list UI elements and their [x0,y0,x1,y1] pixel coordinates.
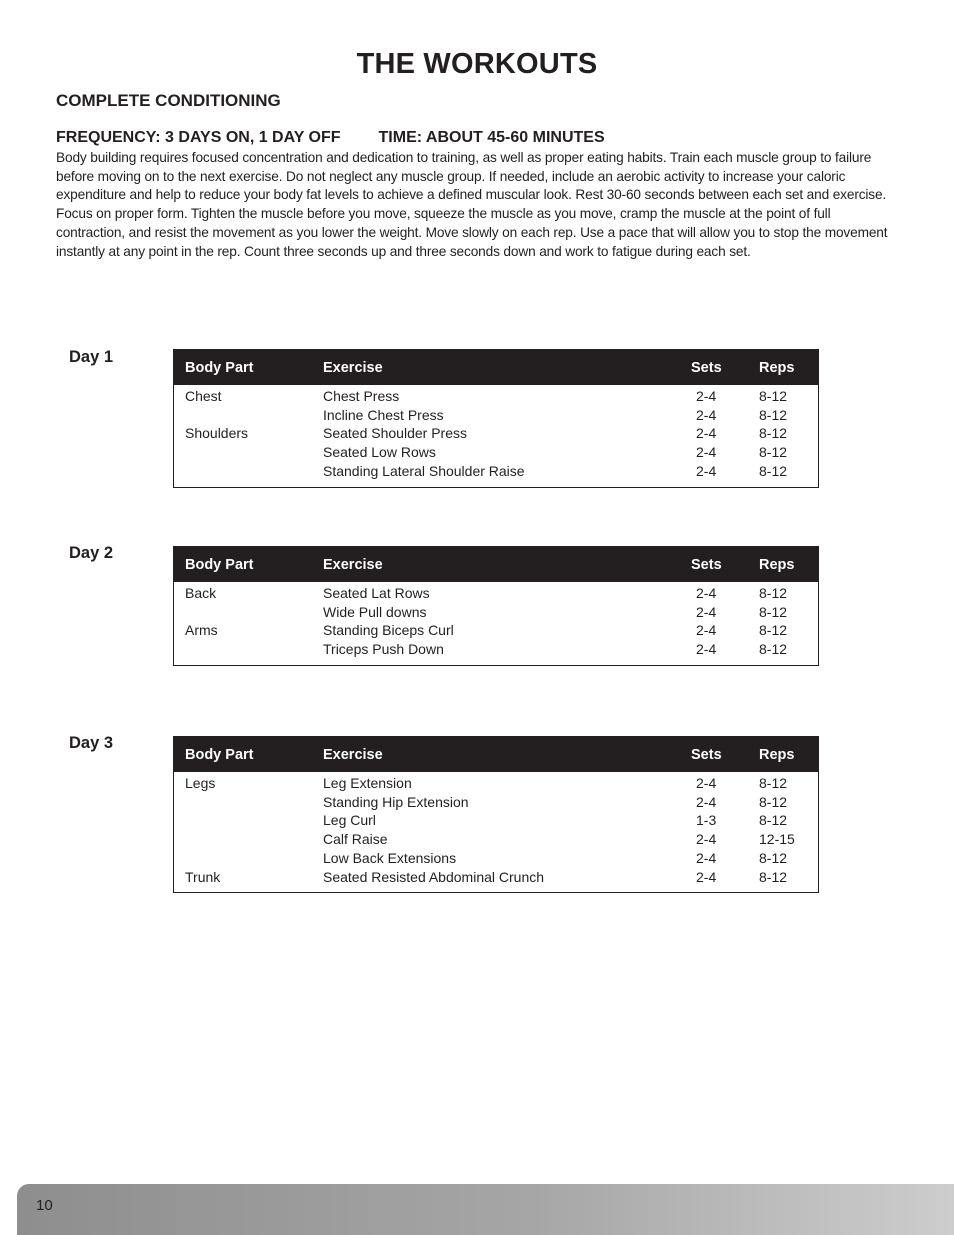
header-exercise: Exercise [323,737,691,773]
exercise-cell: Standing Hip Extension [323,793,469,810]
body-part-cell [174,603,324,622]
table-row [174,603,819,622]
body-part-cell: Shoulders [185,425,249,442]
workout-table [173,736,819,893]
header-reps: Reps [759,350,819,386]
table-row [174,443,819,462]
sets-cell: 2-4 [696,775,717,791]
body-part-cell [174,443,324,462]
workout-table [173,349,819,488]
header-body-part: Body Part [174,737,324,773]
exercise-cell: Seated Lat Rows [323,585,430,601]
sets-cell: 2-4 [696,793,717,810]
sets-cell: 2-4 [696,585,717,601]
exercise-cell: Wide Pull downs [323,603,427,620]
table-row [174,385,819,406]
table-row [174,582,819,603]
body-part-cell: Trunk [185,868,221,885]
header-body-part: Body Part [174,547,324,583]
reps-cell: 8-12 [759,425,788,442]
time-text: TIME: ABOUT 45-60 MINUTES [378,129,605,146]
sets-cell: 2-4 [696,831,717,848]
day-label: Day 1 [69,348,114,366]
reps-cell: 8-12 [759,585,788,601]
body-part-cell: Legs [185,775,216,791]
sets-cell: 2-4 [696,462,717,479]
header-sets: Sets [691,547,759,583]
workout-table [173,546,819,666]
table-row [174,621,819,640]
exercise-cell: Incline Chest Press [323,406,444,423]
reps-cell: 8-12 [759,622,788,639]
body-part-cell: Back [185,585,217,601]
reps-cell: 8-12 [759,603,788,620]
sets-cell: 2-4 [696,603,717,620]
sets-cell: 2-4 [696,849,717,866]
table-row [174,406,819,425]
table-row [174,830,819,849]
body-part-cell [174,406,324,425]
reps-cell: 8-12 [759,849,788,866]
exercise-cell: Leg Curl [323,812,376,829]
table-row [174,811,819,830]
page-title: THE WORKOUTS [356,48,598,80]
header-reps: Reps [759,547,819,583]
day-label: Day 3 [69,734,114,752]
table-row [174,849,819,868]
sets-cell: 2-4 [696,641,717,658]
table-header-row [174,737,819,773]
sets-cell: 2-4 [696,444,717,461]
page-number: 10 [36,1197,53,1214]
table-row [174,462,819,487]
exercise-cell: Calf Raise [323,831,388,848]
header-exercise: Exercise [323,547,691,583]
body-part-cell [174,462,324,487]
reps-cell: 8-12 [759,641,788,658]
reps-cell: 8-12 [759,812,788,829]
body-part-cell: Arms [185,622,218,639]
exercise-cell: Leg Extension [323,775,412,791]
day-label: Day 2 [69,544,114,562]
exercise-cell: Low Back Extensions [323,849,457,866]
body-part-cell [174,793,324,812]
footer-bar [17,1184,954,1235]
body-part-cell: Chest [185,388,222,404]
reps-cell: 12-15 [759,831,795,848]
header-sets: Sets [691,350,759,386]
header-sets: Sets [691,737,759,773]
sets-cell: 2-4 [696,425,717,442]
reps-cell: 8-12 [759,793,788,810]
sets-cell: 1-3 [696,812,717,829]
exercise-cell: Chest Press [323,388,400,404]
body-part-cell [174,830,324,849]
table-row [174,793,819,812]
table-row [174,424,819,443]
reps-cell: 8-12 [759,444,788,461]
table-header-row [174,350,819,386]
exercise-cell: Seated Low Rows [323,444,436,461]
header-reps: Reps [759,737,819,773]
reps-cell: 8-12 [759,462,788,479]
exercise-cell: Triceps Push Down [323,641,444,658]
exercise-cell: Seated Resisted Abdominal Crunch [323,868,545,885]
sets-cell: 2-4 [696,388,717,404]
reps-cell: 8-12 [759,868,788,885]
exercise-cell: Standing Lateral Shoulder Raise [323,462,525,479]
frequency-time-line [56,129,605,147]
header-body-part: Body Part [174,350,324,386]
frequency-text: FREQUENCY: 3 DAYS ON, 1 DAY OFF [56,129,341,146]
reps-cell: 8-12 [759,406,788,423]
body-part-cell [174,849,324,868]
sets-cell: 2-4 [696,622,717,639]
body-part-cell [174,640,324,665]
sets-cell: 2-4 [696,406,717,423]
reps-cell: 8-12 [759,775,788,791]
reps-cell: 8-12 [759,388,788,404]
intro-paragraph: Body building requires focused concentration and dedication to training, as well as proper eating habits. Train each muscle group to failure before moving on to the next exercise. Do not neglect any muscle group. If needed, include an aerobic activity to increase your caloric expenditure and help to reduce your body fat levels to achieve a defined muscular look. Rest 30-60 seconds between each set and exercise. Focus on proper form. Tighten the muscle before you move, squeeze the muscle as you move, cramp the muscle at the point of full contraction, and resist the movement as you lower the weight. Move slowly on each rep. Use a pace that will allow you to stop the movement instantly at any point in the rep. Count three seconds up and three seconds down and work to fatigue during each set. [56,150,888,259]
table-row [174,772,819,793]
section-title: COMPLETE CONDITIONING [56,91,281,110]
header-exercise: Exercise [323,350,691,386]
body-part-cell [174,811,324,830]
table-header-row [174,547,819,583]
table-row [174,640,819,665]
exercise-cell: Seated Shoulder Press [323,425,467,442]
table-row [174,868,819,893]
exercise-cell: Standing Biceps Curl [323,622,454,639]
sets-cell: 2-4 [696,868,717,885]
